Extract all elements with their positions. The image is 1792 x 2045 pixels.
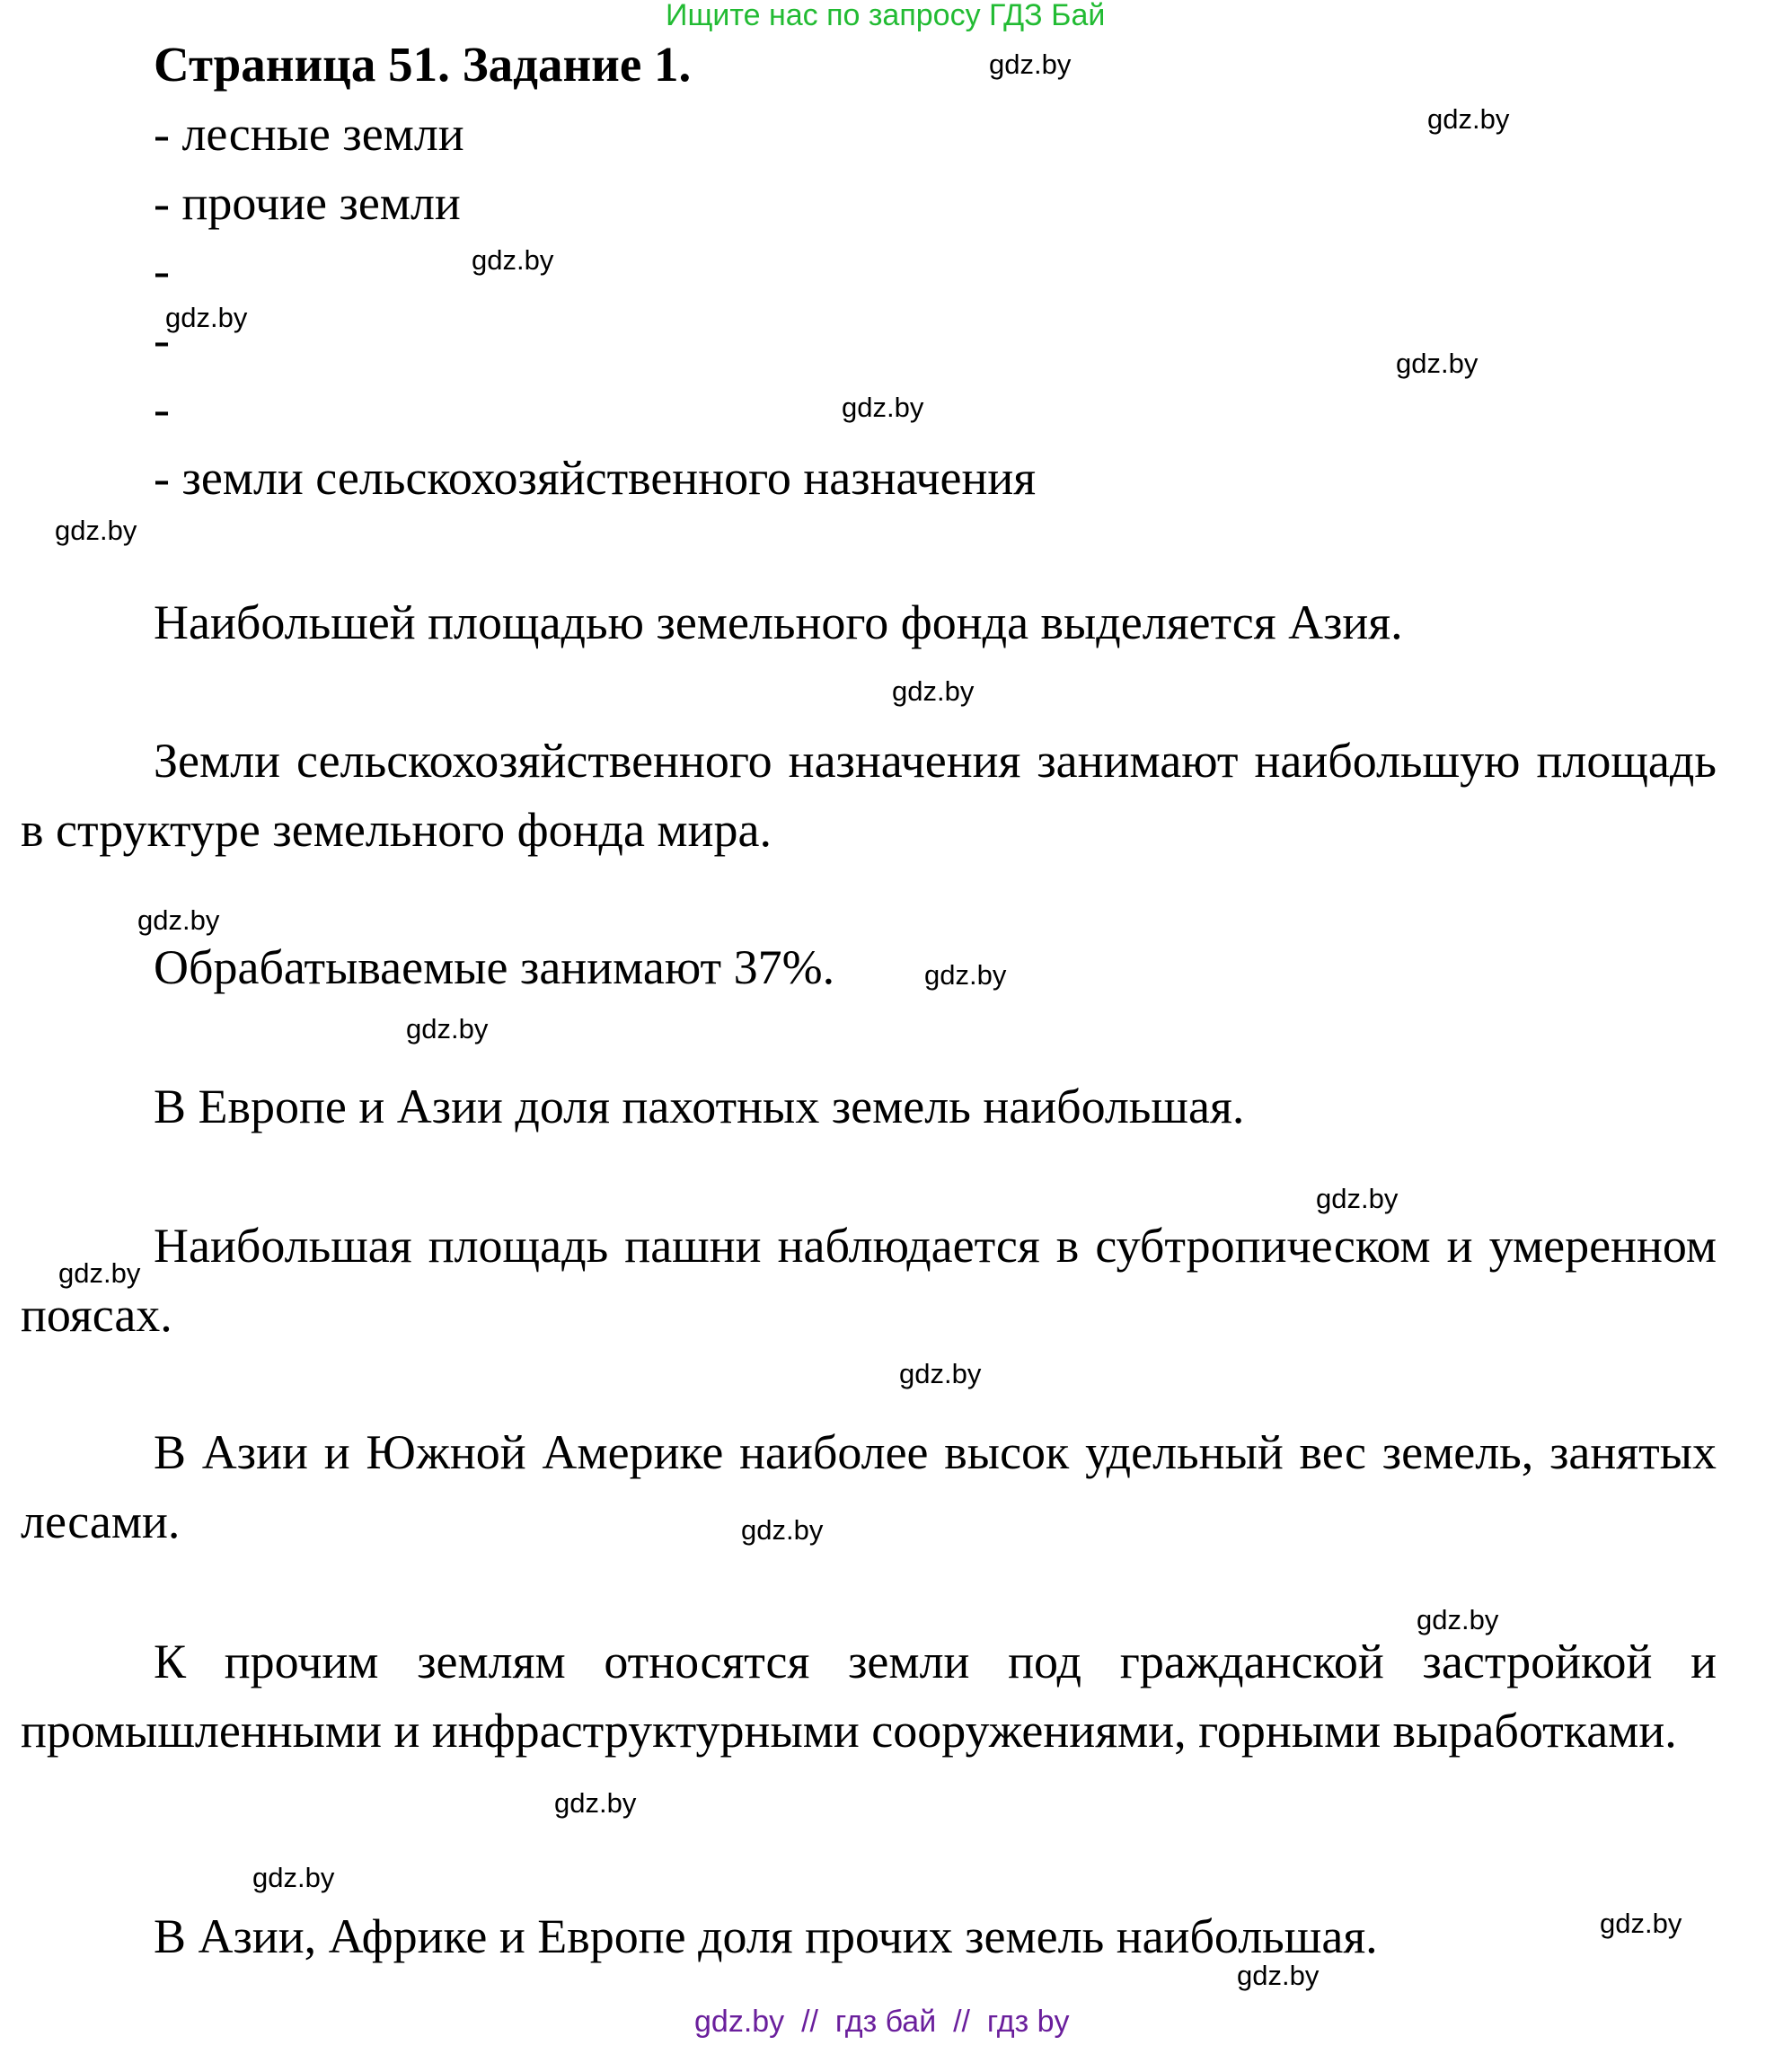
watermark: gdz.by (899, 1358, 982, 1389)
page-title: Страница 51. Задание 1. (154, 37, 692, 92)
watermark: gdz.by (892, 675, 975, 707)
watermark: gdz.by (472, 244, 554, 276)
watermark: gdz.by (554, 1787, 637, 1819)
watermark: gdz.by (1600, 1908, 1682, 1939)
watermark: gdz.by (842, 392, 924, 423)
watermark: gdz.by (1316, 1183, 1399, 1214)
watermark: gdz.by (406, 1013, 489, 1045)
paragraph-other-lands: К прочим землям относятся земли под гражданской застройкой и промышленными и инфраструктурными сооружениями, горными выработками. (21, 1635, 1717, 1758)
list-item: - (154, 313, 170, 366)
list-item: - лесные земли (154, 107, 464, 161)
watermark: gdz.by (55, 515, 137, 546)
watermark: gdz.by (1396, 348, 1479, 379)
paragraph-arable-share: В Европе и Азии доля пахотных земель наибольшая. (154, 1080, 1245, 1133)
paragraph-arable-belts: Наибольшая площадь пашни наблюдается в субтропическом и умеренном поясах. (21, 1219, 1717, 1342)
watermark: gdz.by (165, 302, 248, 333)
watermark: gdz.by (137, 904, 220, 936)
watermark: gdz.by (1417, 1604, 1499, 1635)
footer-links[interactable]: gdz.by // гдз бай // гдз by (694, 2005, 1070, 2039)
watermark: gdz.by (1237, 1960, 1320, 1991)
watermark: gdz.by (989, 48, 1072, 80)
list-item: - земли сельскохозяйственного назначения (154, 451, 1037, 505)
watermark: gdz.by (58, 1257, 141, 1289)
watermark: gdz.by (741, 1514, 824, 1546)
watermark: gdz.by (924, 959, 1007, 991)
paragraph-largest-land-fund: Наибольшей площадью земельного фонда выделяется Азия. (154, 595, 1403, 649)
paragraph-agricultural-lands: Земли сельскохозяйственного назначения занимают наибольшую площадь в структуре земельного фонда мира. (21, 734, 1717, 857)
list-item: - (154, 243, 170, 297)
paragraph-other-lands-share: В Азии, Африке и Европе доля прочих земель наибольшая. (154, 1909, 1378, 1963)
list-item: - прочие земли (154, 176, 461, 230)
watermark: gdz.by (252, 1862, 335, 1893)
list-item: - (154, 382, 170, 436)
paragraph-cultivated-share: Обрабатываемые занимают 37%. (154, 940, 835, 994)
top-banner[interactable]: Ищите нас по запросу ГДЗ Бай (666, 0, 1106, 32)
watermark: gdz.by (1427, 103, 1510, 135)
paragraph-forest-share: В Азии и Южной Америке наиболее высок удельный вес земель, занятых лесами. (21, 1425, 1717, 1548)
